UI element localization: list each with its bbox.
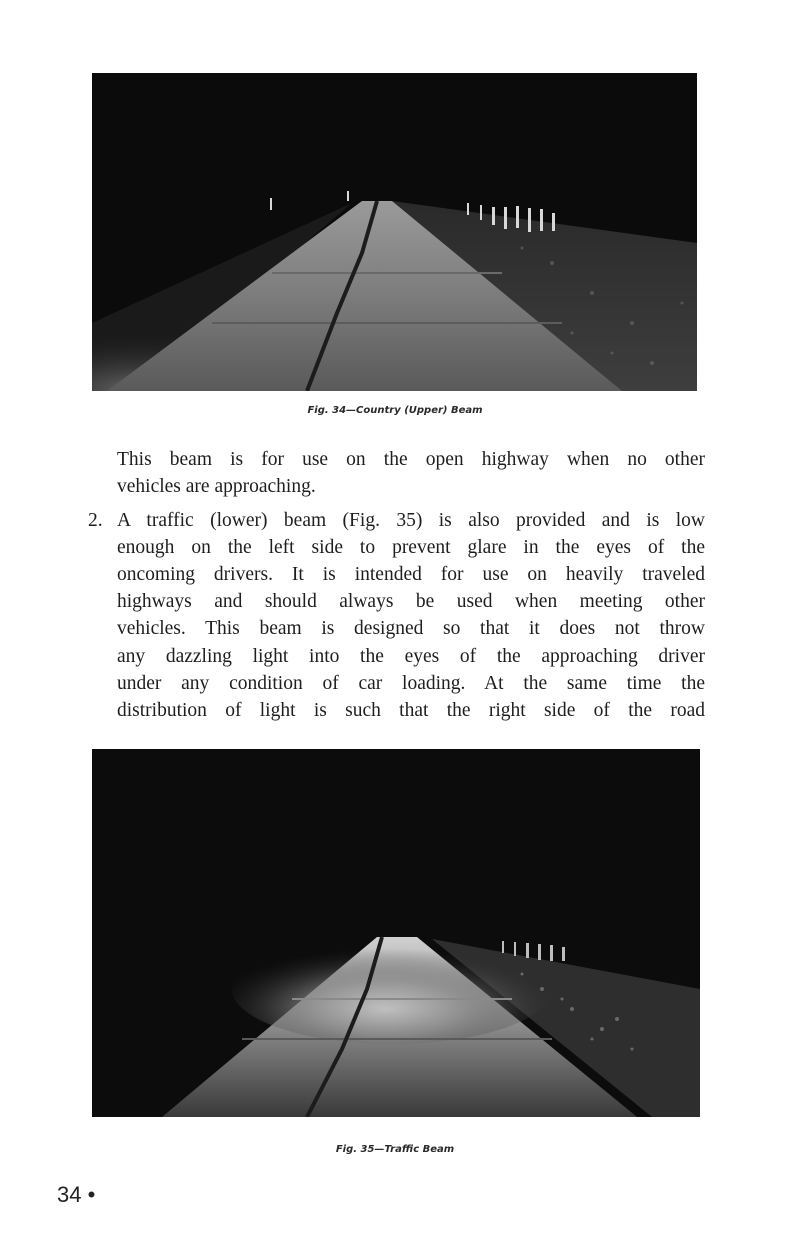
figure-34-photo <box>92 73 697 391</box>
list-item-line: vehicles. This beam is designed so that it does not throw <box>117 618 705 639</box>
figure-34-caption: Fig. 34—Country (Upper) Beam <box>307 405 483 416</box>
figure-35-photo <box>92 749 700 1117</box>
paragraph-line: vehicles are approaching. <box>117 476 316 497</box>
paragraph-line: This beam is for use on the open highway when no other <box>117 449 705 470</box>
list-item-line: any dazzling light into the eyes of the approaching driver <box>117 646 705 667</box>
list-item-line: A traffic (lower) beam (Fig. 35) is also provided and is low <box>117 510 705 531</box>
list-item-number: 2. <box>88 510 103 531</box>
list-item-line: distribution of light is such that the right side of the road <box>117 700 705 721</box>
list-item-line: enough on the left side to prevent glare in the eyes of the <box>117 537 705 558</box>
list-item-line: highways and should always be used when meeting other <box>117 591 705 612</box>
list-item-line: oncoming drivers. It is intended for use on heavily traveled <box>117 564 705 585</box>
list-item-line: under any condition of car loading. At the same time the <box>117 673 705 694</box>
figure-35-caption: Fig. 35—Traffic Beam <box>335 1144 455 1155</box>
page-number: 34 • <box>57 1182 96 1207</box>
